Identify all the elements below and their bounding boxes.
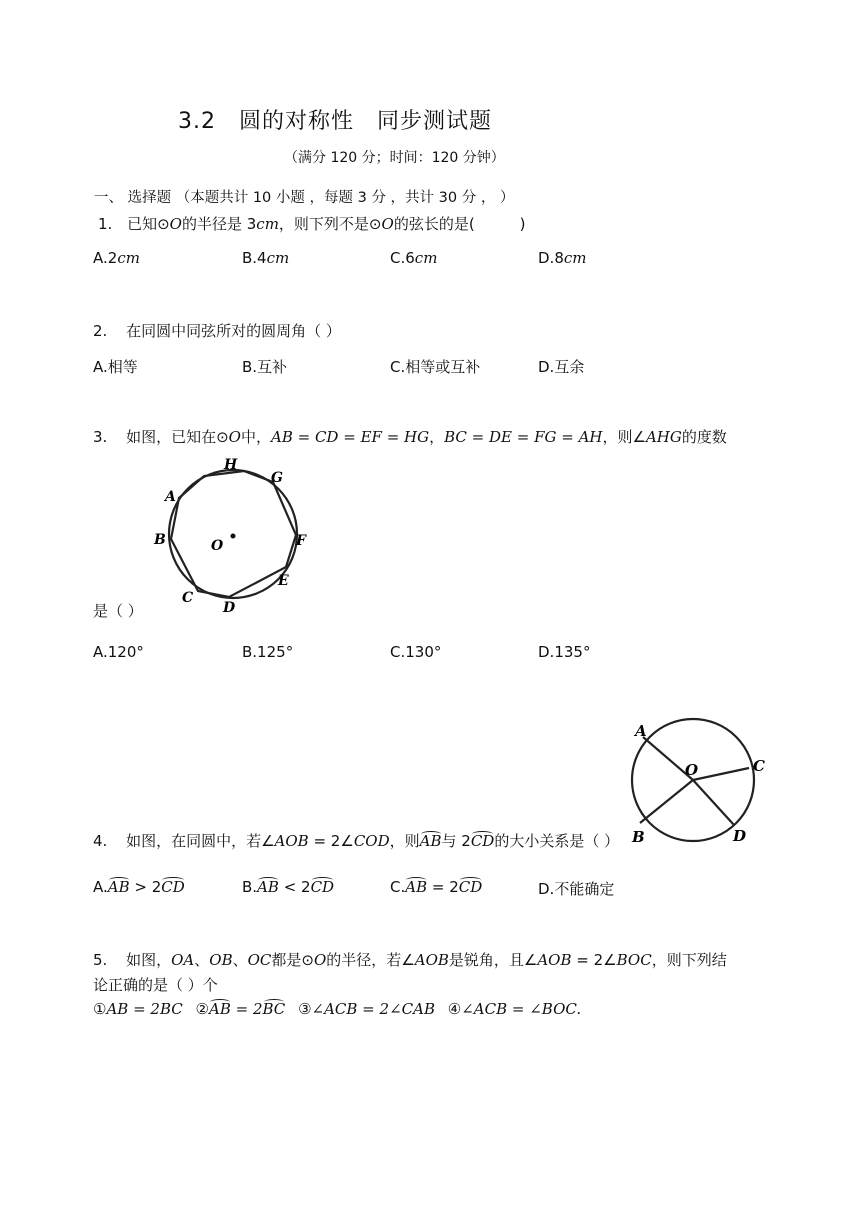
- option-a: A.2cm: [93, 249, 140, 267]
- option-a: A.120°: [93, 643, 144, 661]
- label-b: B: [632, 828, 645, 846]
- math-symbol: O: [381, 215, 394, 233]
- question-text: 的弦长的是( ): [393, 215, 526, 233]
- question-2: [93, 320, 341, 341]
- option-c: C.130°: [390, 643, 442, 661]
- question-number: 1.: [98, 215, 113, 233]
- section-heading: 一、 选择题 （本题共计 10 小题 ，每题 3 分 ，共计 30 分 ， ）: [94, 190, 515, 206]
- radius-od: [693, 780, 734, 825]
- statement-4: ∠ACB = ∠BOC.: [461, 1000, 582, 1018]
- statement-3: ∠ACB = 2∠CAB: [311, 1000, 435, 1018]
- arc-cd: CD: [470, 832, 495, 850]
- label-c: C: [182, 590, 194, 606]
- label-g: G: [271, 470, 283, 486]
- label-f: F: [296, 533, 306, 549]
- question-number: 5.: [93, 951, 108, 969]
- option-b: B.4cm: [242, 249, 290, 267]
- question-5: 5. 如图，OA、OB、OC都是⊙O的半径，若∠AOB是锐角，且∠AOB = 2∠BOC，则下列结: [93, 951, 727, 969]
- math-symbol: O: [169, 215, 182, 233]
- label-h: H: [224, 457, 238, 473]
- octagon-circle-figure: [150, 452, 315, 620]
- question-3: 3. 如图，已知在⊙O中，AB = CD = EF = HG，BC = DE = FG = AH，则∠AHG的度数: [93, 428, 727, 446]
- question-number: 3.: [93, 428, 108, 446]
- statement-3-mark: ③: [298, 1000, 312, 1018]
- question-number: 2.: [93, 322, 108, 340]
- statement-1-mark: ①: [93, 1000, 107, 1018]
- question-5-statements: ①AB = 2BC ②AB = 2BC ③∠ACB = 2∠CAB ④∠ACB = ∠BOC.: [93, 1000, 582, 1018]
- option-c: C.6cm: [390, 249, 438, 267]
- question-4: 4. 如图，在同圆中，若∠AOB = 2∠COD，则AB与 2CD的大小关系是（ ）: [93, 832, 620, 850]
- label-a: A: [635, 722, 647, 740]
- page-subtitle: （满分 120 分；时间：120 分钟）: [284, 150, 505, 166]
- option-c: C.AB = 2CD: [390, 878, 483, 896]
- statement-4-mark: ④: [447, 1000, 462, 1018]
- radius-oc: [693, 768, 749, 780]
- question-text: 在同圆中同弦所对的圆周角（ ）: [126, 322, 341, 340]
- label-d: D: [223, 600, 236, 616]
- label-o: O: [685, 761, 699, 779]
- center-point: [231, 534, 236, 539]
- statement-2-mark: ②: [195, 1000, 209, 1018]
- page-title: 3.2 圆的对称性 同步测试题: [178, 109, 492, 134]
- question-text: 已知⊙: [127, 215, 170, 233]
- circle-radii-figure: [622, 715, 772, 850]
- radius-ob: [640, 780, 693, 823]
- question-text: 的半径是 3: [181, 215, 257, 233]
- option-b: B.125°: [242, 643, 294, 661]
- option-a: A.AB > 2CD: [93, 878, 185, 896]
- question-3-continuation: 是（ ）: [93, 602, 143, 620]
- statement-1: AB = 2BC: [106, 1000, 183, 1018]
- option-d: D.135°: [538, 643, 591, 661]
- question-5-line-2: 论正确的是（ ）个: [93, 976, 218, 994]
- label-e: E: [278, 573, 289, 589]
- label-o: O: [211, 538, 224, 554]
- option-d: D.互余: [538, 358, 585, 376]
- option-a: A.相等: [93, 358, 138, 376]
- label-a: A: [165, 489, 176, 505]
- question-number: 4.: [93, 832, 108, 850]
- option-d: D.8cm: [538, 249, 587, 267]
- question-1: [98, 213, 526, 234]
- label-d: D: [733, 827, 747, 845]
- label-b: B: [154, 532, 166, 548]
- arc-ab: AB: [419, 832, 442, 850]
- option-d: D.不能确定: [538, 880, 615, 898]
- option-b: B.AB < 2CD: [242, 878, 335, 896]
- option-c: C.相等或互补: [390, 358, 481, 376]
- option-b: B.互补: [242, 358, 288, 376]
- label-c: C: [753, 757, 765, 775]
- question-text: ，则下列不是⊙: [278, 215, 382, 233]
- math-symbol: cm: [256, 215, 279, 233]
